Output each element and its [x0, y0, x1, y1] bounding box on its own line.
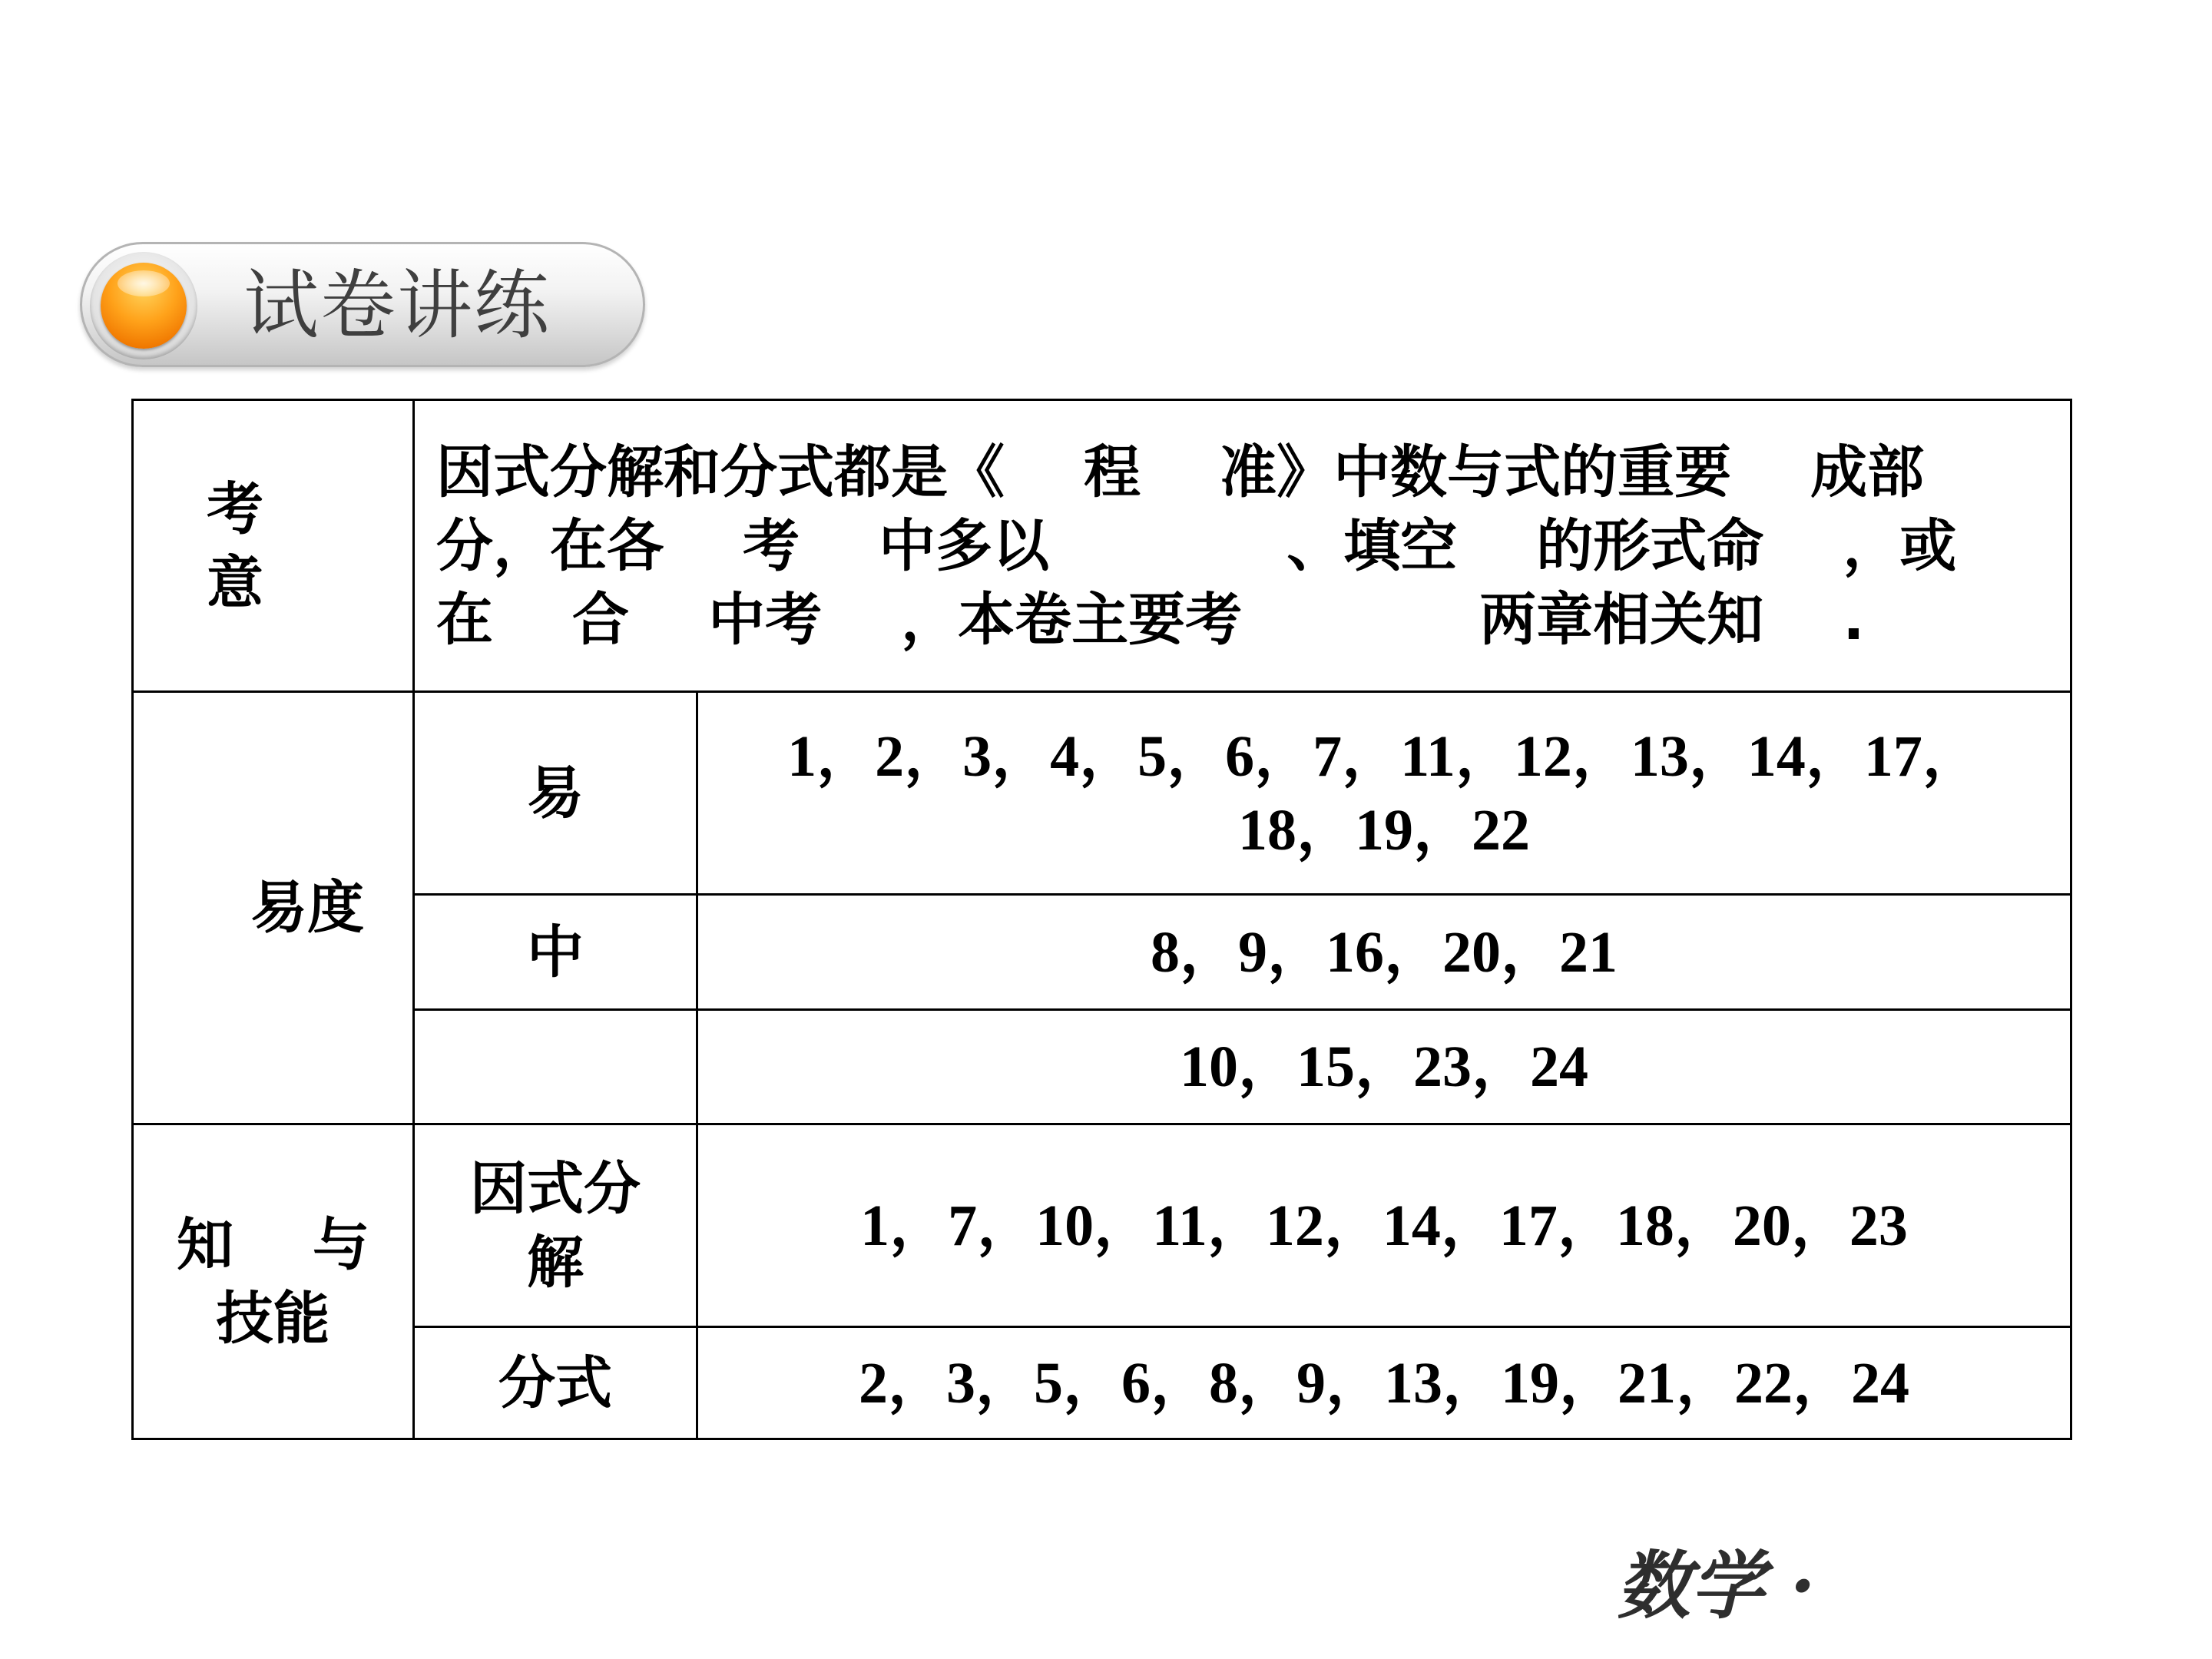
knowledge-row-fractions [133, 1327, 2071, 1439]
attention-header-cell [133, 400, 414, 692]
section-title: 试卷讲练 [243, 262, 551, 349]
difficulty-header: 易度 [250, 875, 364, 941]
knowledge-row-factoring [133, 1124, 2071, 1327]
knowledge-topic-fractions: 分式 [414, 1327, 697, 1439]
difficulty-header-cell [133, 692, 414, 1124]
difficulty-row-hard [133, 1010, 2071, 1124]
attention-description: 因式分解和分式都是《 程 准》中数与式的重要 成部 分，在各 考 中多以 、填空 的形式命 ，或 在 合 中考 ，本卷主要考 两章相关知 . [414, 400, 2071, 692]
difficulty-items-medium: 8，9，16，20，21 [697, 895, 2071, 1010]
difficulty-level-medium: 中 [414, 895, 697, 1010]
difficulty-row-medium [133, 895, 2071, 1010]
difficulty-items-easy-text: 1，2，3，4，5，6，7，11，12，13，14，17， 18，19，22 [787, 724, 1981, 863]
knowledge-items-factoring: 1，7，10，11，12，14，17，18，20，23 [697, 1124, 2071, 1327]
difficulty-items-hard: 10，15，23，24 [697, 1010, 2071, 1124]
difficulty-row-easy [133, 692, 2071, 895]
difficulty-level-easy: 易 [414, 692, 697, 895]
knowledge-header: 知 与 技能 [176, 1211, 370, 1352]
attention-header: 考 意 [207, 475, 263, 616]
subject-footer: 数学 · [1617, 1542, 1816, 1629]
orange-orb-icon [90, 252, 197, 359]
knowledge-topic-factoring: 因式分 解 [414, 1124, 697, 1327]
knowledge-items-fractions: 2，3，5，6，8，9，13，19，21，22，24 [697, 1327, 2071, 1439]
knowledge-header-cell [133, 1124, 414, 1439]
attention-row [133, 400, 2071, 692]
section-banner [80, 242, 645, 367]
exam-info-table [131, 399, 2072, 1440]
difficulty-items-easy [697, 692, 2071, 895]
difficulty-level-hard [414, 1010, 697, 1124]
